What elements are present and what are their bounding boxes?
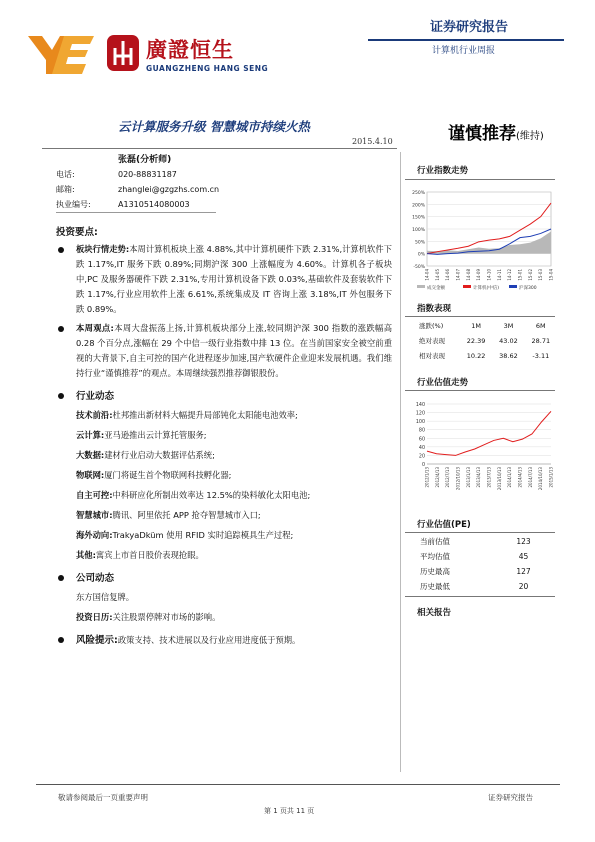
risk-warning: 风险提示:政策支持、技术进展以及行业应用进度低于预期。 [56,633,392,648]
x-tick-label: 2014/1/13 [507,467,513,488]
table-row: 当前估值 123 [420,537,531,546]
list-item: 大数据:建材行业启动大数据评估系统; [76,450,215,460]
legend-label: 成交金额 [427,286,445,291]
x-tick-label: 2012/7/13 [445,467,451,488]
pe-trend-title: 行业估值走势 [417,378,469,388]
x-tick-label: 2015/1/13 [548,467,554,488]
x-tick-label: 14-11 [496,269,502,281]
x-tick-label: 2013/4/13 [476,467,482,488]
rating [448,119,544,144]
x-tick-label: 2014/7/13 [527,467,533,488]
y-tick-label: 80 [418,428,425,434]
y-tick-label: 100 [415,420,425,426]
y-tick-label: 120 [415,411,425,417]
list-item: 云计算:亚马逊推出云计算托管服务; [76,430,207,440]
table-row: 历史最低 20 [420,582,529,591]
company-news-item: 东方国信复牌。 [76,592,135,602]
brand-name-en: GUANGZHENG HANG SENG [146,64,269,73]
side-divider [405,596,555,597]
list-item: 海外动向:TrakyaDküm 使用 RFID 实时追踪模具生产过程; [76,530,294,540]
y-tick-label: -50% [413,265,425,270]
column-divider [400,152,401,772]
x-tick-label: 2014/10/13 [538,467,544,491]
list-item: 其他:寓宾上市首日股价表现抢眼。 [76,550,204,560]
side-divider [405,532,555,533]
report-type: 证券研究报告 [430,20,509,35]
x-tick-label: 14-08 [465,269,471,281]
x-tick-label: 2013/7/13 [486,467,492,488]
perf-title: 指数表现 [417,304,452,314]
list-item: 技术前沿:杜邦推出新材料大幅提升局部钝化太阳能电池效率; [76,410,298,420]
x-tick-label: 2012/1/13 [424,467,430,488]
legend-label: 计算机(中信) [473,286,500,291]
page-number: 第 1 页共 11 页 [264,807,315,815]
company-news-heading: 公司动态 [56,571,392,586]
header-divider [368,39,564,41]
weekly-view-paragraph: 本周观点:本周大盘振荡上扬,计算机板块部分上涨,较同期沪深 300 指数的涨跌幅高 0.28 个百分点,涨幅在 29 个中信一级行业指数中排 13 位。在当前国家安全被空前重视的大背景下,自主可控的国产化进程逐步加速,国产软硬件企业迎来发展机遇。我们维持行业“谨慎推荐”的观点。本周继续强烈推荐御银股份。 [56,321,392,381]
x-tick-label: 15-02 [527,269,533,281]
analyst-phone: 电话: 020-88831187 [56,170,177,179]
rating-label: 谨慎推荐 [448,124,516,144]
list-item: 智慧城市:腾讯、阿里依托 APP 抢夺智慧城市入口; [76,510,261,520]
report-subtype: 计算机行业周报 [432,46,496,56]
list-item: 自主可控:中科研应化所制出效率达 12.5%的染料敏化太阳电池; [76,490,311,500]
x-tick-label: 14-04 [424,269,430,281]
x-tick-label: 2012/4/13 [434,467,440,488]
key-points-heading: 投资要点: [56,227,98,238]
list-item: 物联网:厦门将诞生首个物联网科技孵化器; [76,470,232,480]
table-row: 涨跌(%) 1M 3M 6M [419,321,546,330]
pe-title: 行业估值(PE) [417,520,471,530]
footer-label: 证券研究报告 [488,793,533,802]
y-tick-label: 150% [412,215,425,221]
x-tick-label: 14-05 [434,269,440,281]
x-tick-label: 14-09 [476,269,482,281]
company-seal-icon [106,34,140,72]
pe-table [417,534,547,594]
analyst-name: 张磊(分析师) [118,155,172,165]
market-trend-paragraph: 板块行情走势:本周计算机板块上涨 4.88%,其中计算机硬件下跌 2.31%,计算机软件下跌 1.17%,IT 服务下跌 0.89%;同期沪深 300 上涨幅度为 4.60%。计算机各子板块中,PC 及服务器硬件下跌 2.31%,专用计算机设备下跌 0.03%,基础软件及套装软件下跌 1.17%,行业应用软件上涨 6.61%,系统集成及 IT 咨询上涨 3.18%,IT 外包服务下跌 0.89%。 [56,242,392,317]
legend-swatch [509,285,517,288]
y-tick-label: 200% [412,203,425,209]
series-line-pe [427,411,551,455]
x-tick-label: 15-01 [517,269,523,281]
pe-trend-chart [405,396,555,504]
related-reports-title: 相关报告 [417,608,452,618]
x-tick-label: 14-06 [445,269,451,281]
y-tick-label: 0 [421,463,425,468]
report-title: 云计算服务升级 智慧城市持续火热 [118,119,310,134]
table-row: 平均估值 45 [420,552,529,561]
x-tick-label: 15-03 [538,269,544,281]
x-tick-label: 2013/1/13 [465,467,471,488]
rating-note: (维持) [516,131,544,142]
index-trend-chart [405,186,555,294]
perf-table [417,318,557,363]
y-tick-label: 20 [418,454,425,460]
x-tick-label: 14-10 [486,269,492,281]
y-tick-label: 140 [415,403,425,408]
x-tick-label: 15-04 [548,269,554,281]
analyst-info [56,167,219,212]
side-divider [405,179,555,180]
calendar-item: 投资日历:关注股票停牌对市场的影响。 [76,612,221,622]
company-logo-mark [28,32,96,76]
footer-divider [36,784,560,785]
main-body [56,242,392,652]
x-tick-label: 2014/4/13 [517,467,523,488]
report-date: 2015.4.10 [352,137,393,146]
side-divider [405,390,555,391]
legend-swatch [417,285,425,288]
index-trend-title: 行业指数走势 [417,166,469,176]
y-tick-label: 40 [418,445,425,451]
footer-disclaimer: 敬请参阅最后一页重要声明 [58,793,148,802]
x-tick-label: 2012/10/13 [455,467,461,491]
y-tick-label: 0% [417,252,425,258]
analyst-email: 邮箱: zhanglei@gzgzhs.com.cn [56,185,220,194]
industry-news-heading: 行业动态 [56,389,392,404]
info-divider [56,212,216,213]
title-divider [42,148,397,149]
y-tick-label: 50% [414,240,425,246]
y-tick-label: 60 [418,437,425,443]
x-tick-label: 14-12 [507,269,513,281]
side-divider [405,316,555,317]
table-row: 历史最高 127 [420,567,531,576]
legend-swatch [463,285,471,288]
legend-label: 沪深300 [519,286,537,291]
x-tick-label: 14-07 [455,269,461,281]
y-tick-label: 100% [412,228,425,233]
y-tick-label: 250% [412,191,425,196]
table-row: 相对表现 10.22 38.62 -3.11 [419,351,550,360]
table-row: 绝对表现 22.39 43.02 28.71 [419,336,551,345]
brand-name-cn: 廣證恒生 [146,38,234,62]
analyst-license: 执业编号: A1310514080003 [56,200,190,209]
x-tick-label: 2013/10/13 [496,467,502,491]
